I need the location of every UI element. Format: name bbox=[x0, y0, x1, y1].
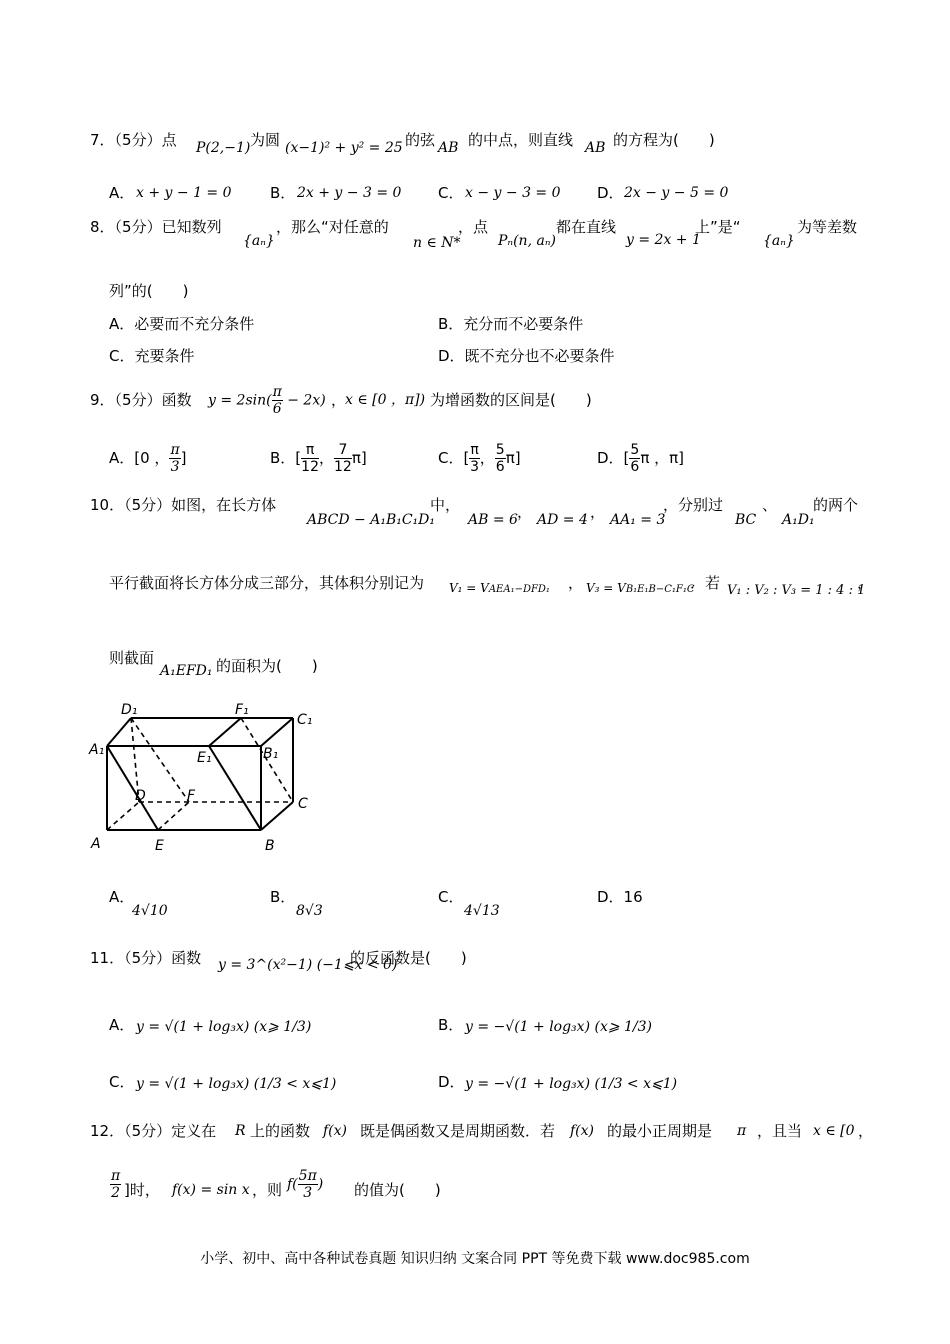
q7-option-c-label: C． bbox=[438, 184, 464, 202]
fig-label-e1: E₁ bbox=[197, 750, 212, 766]
q9-function: y = 2sin( $\frac{\pi}{6}$ − 2x) bbox=[208, 384, 326, 418]
q7-option-a-label: A． bbox=[109, 184, 135, 202]
q8-option-b: B．充分而不必要条件 bbox=[438, 315, 584, 333]
q9-option-a: A．[0 ， $\frac{\pi}{3}$ ] bbox=[109, 442, 187, 476]
q7-point: P(2,−1) bbox=[196, 140, 251, 156]
fig-label-d: D bbox=[135, 788, 146, 804]
q9-option-c: C．[ $\frac{\pi}{3}$ ， $\frac{5}{6}$ π] bbox=[438, 442, 521, 476]
fig-label-b: B bbox=[265, 838, 275, 854]
q10-option-a: 4√10 bbox=[132, 903, 168, 919]
q10-v1: V₁ = VAEA₁−DFD₁ bbox=[449, 581, 550, 595]
q10-v3: V₃ = VB₁E₁B−C₁F₁C bbox=[586, 581, 695, 595]
q11-option-a: y = √(1 + log₃x) (x⩾ 1/3) bbox=[136, 1019, 312, 1035]
q8-number: 8．（5分）已知数列 bbox=[90, 218, 222, 236]
q12-number: 12．（5分）定义在 bbox=[90, 1122, 217, 1140]
q11-number: 11．（5分）函数 bbox=[90, 949, 202, 967]
q10-option-d: D．16 bbox=[597, 888, 643, 906]
q11-option-d: y = −√(1 + log₃x) (1/3 < x⩽1) bbox=[465, 1076, 678, 1092]
q9-option-b: B．[ $\frac{\pi}{12}$ ， $\frac{7}{12}$ π] bbox=[270, 442, 367, 476]
fig-label-d1: D₁ bbox=[121, 702, 138, 718]
q10-cuboid-figure bbox=[85, 698, 325, 858]
q7-option-b: 2x + y − 3 = 0 bbox=[297, 185, 402, 201]
q7-option-c: x − y − 3 = 0 bbox=[465, 185, 561, 201]
q10-number: 10．（5分）如图，在长方体 bbox=[90, 496, 277, 514]
fig-label-c: C bbox=[298, 796, 308, 812]
fig-label-c1: C₁ bbox=[297, 712, 313, 728]
q8-option-d: D．既不充分也不必要条件 bbox=[438, 347, 615, 365]
q7-option-b-label: B． bbox=[270, 184, 296, 202]
fig-label-a: A bbox=[91, 836, 101, 852]
q10-option-b: 8√3 bbox=[296, 903, 323, 919]
q9-option-d: D．[ $\frac{5}{6}$ π ，π] bbox=[597, 442, 685, 476]
q7-option-d-label: D． bbox=[597, 184, 624, 202]
fig-label-f1: F₁ bbox=[235, 702, 249, 718]
q11-function: y = 3^(x²−1) (−1⩽x < 0) bbox=[218, 957, 398, 973]
fig-label-f: F bbox=[187, 788, 196, 804]
fig-label-b1: B₁ bbox=[263, 746, 279, 762]
q7-circle: (x−1)² + y² = 25 bbox=[285, 140, 403, 156]
q8-option-a: A．必要而不充分条件 bbox=[109, 315, 255, 333]
fig-label-e: E bbox=[155, 838, 164, 854]
fig-label-a1: A₁ bbox=[89, 742, 105, 758]
q7-option-a: x + y − 1 = 0 bbox=[136, 185, 232, 201]
q12-f-5pi-3: f( $\frac{5\pi}{3}$ ) bbox=[287, 1168, 324, 1202]
q12-pi-over-2: $\frac{\pi}{2}$ bbox=[111, 1168, 121, 1202]
q9-number: 9．（5分）函数 bbox=[90, 391, 192, 409]
q7-option-d: 2x − y − 5 = 0 bbox=[624, 185, 729, 201]
q11-option-c: y = √(1 + log₃x) (1/3 < x⩽1) bbox=[136, 1076, 337, 1092]
q11-option-b: y = −√(1 + log₃x) (x⩾ 1/3) bbox=[465, 1019, 653, 1035]
q7-number: 7．（5分）点 bbox=[90, 131, 177, 149]
page-footer: 小学、初中、高中各种试卷真题 知识归纳 文案合同 PPT 等免费下载 www.doc985.com bbox=[200, 1251, 750, 1267]
q8-option-c: C．充要条件 bbox=[109, 347, 195, 365]
q10-option-c: 4√13 bbox=[464, 903, 500, 919]
